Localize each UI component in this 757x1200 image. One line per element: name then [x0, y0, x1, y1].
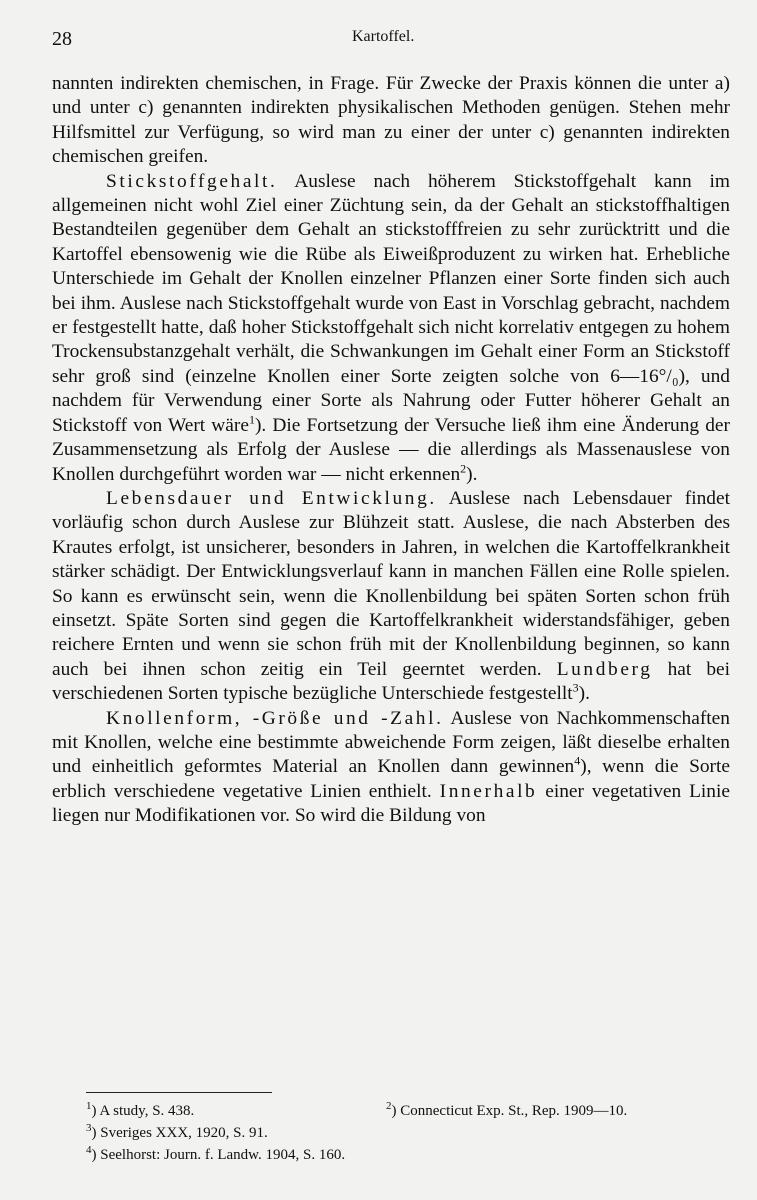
footnote-4 — [86, 1144, 345, 1166]
footnote-ref-4[interactable]: 4 — [574, 753, 581, 768]
paragraph-text: ), wenn die Sorte erblich verschiedene vegetative Linien enthielt. — [52, 756, 730, 802]
author-name: Lundberg — [556, 658, 653, 680]
footnote-ref-2[interactable]: 2 — [460, 461, 467, 476]
footnote-3 — [86, 1122, 268, 1144]
footnote-2 — [386, 1100, 627, 1122]
footnote-text: ) Seelhorst: Journ. f. Landw. 1904, S. 160. — [91, 1147, 346, 1163]
section-heading-lebensdauer: Lebensdauer und Entwicklung. — [106, 487, 437, 509]
footnote-row — [86, 1100, 736, 1122]
footnote-text: ) A study, S. 438. — [91, 1103, 195, 1119]
paragraph-text: einer vegetativen Linie liegen nur Modifikationen vor. So wird die Bildung von — [52, 780, 730, 827]
footnote-row — [86, 1144, 736, 1166]
body-text — [52, 72, 730, 829]
footnote-marker: 3 — [86, 1122, 92, 1134]
footnotes — [86, 1100, 736, 1166]
paragraph-text: Auslese von Nachkommenschaften mit Knollen, welche eine bestimmte abweichende Form zeigen, läßt dieselbe erhalten und einheitlich geformtes Material an Knollen dann gewinnen — [52, 707, 730, 778]
paragraph-stickstoffgehalt — [52, 170, 730, 487]
footnote-marker: 2 — [386, 1100, 392, 1112]
emphasis-word: Innerhalb — [439, 780, 538, 802]
page-number: 28 — [52, 28, 72, 50]
section-heading-stickstoffgehalt: Stickstoffgehalt. — [106, 170, 278, 192]
footnote-1 — [86, 1100, 194, 1122]
footnote-marker: 1 — [86, 1100, 92, 1112]
paragraph-text: Auslese nach Lebensdauer findet vorläufig schon durch Auslese zur Blühzeit statt. Auslese, die nach Absterben des Krautes erfolgt, ist unsicherer, besonders in Jahren, in welchen die Kartoffelkrankheit stärker schädigt. Der Entwicklungsverlauf kann in manchen Fällen eine Rolle spielen. So kann es erwünscht sein, wenn die Knollenbildung bei späten Sorten schon früh einsetzt. Späte Sorten sind gegen die Kartoffelkrankheit widerstandsfähiger, geben reichere Ernten und wenn sie schon früh mit der Knollenbildung beginnen, so kann auch bei ihnen schon zeitig ein Teil geerntet werden. — [52, 487, 731, 680]
page-header — [52, 28, 727, 58]
running-head: Kartoffel. — [352, 28, 415, 45]
footnote-row — [86, 1122, 736, 1144]
paragraph-lebensdauer — [52, 487, 730, 707]
footnote-ref-3[interactable]: 3 — [572, 680, 579, 695]
paragraph-text: ). — [466, 463, 478, 485]
footnote-text: ) Sveriges XXX, 1920, S. 91. — [91, 1125, 268, 1141]
footnote-marker: 4 — [86, 1144, 92, 1156]
footnote-divider — [86, 1092, 272, 1093]
footnote-ref-1[interactable]: 1 — [248, 412, 255, 427]
paragraph-text: hat bei verschiedenen Sorten typische bezügliche Unterschiede festgestellt — [52, 658, 731, 705]
paragraph-text: ). Die Fortsetzung der Versuche ließ ihm eine Änderung der Zusammensetzung als Erfolg der Auslese — die allerdings als Massenauslese von Knollen durchgeführt worden war — nicht erkennen — [52, 414, 730, 485]
paragraph-knollenform — [52, 707, 730, 829]
section-heading-knollenform: Knollenform, -Größe und -Zahl. — [106, 707, 444, 729]
paragraph-1 — [52, 72, 730, 170]
paragraph-text: nannten indirekten chemischen, in Frage. Für Zwecke der Praxis können die unter a) und unter c) genannten indirekten physikalischen Methoden genügen. Stehen mehr Hilfsmittel zur Verfügung, so wird man zu einer der unter c) genannten indirekten chemischen greifen. — [52, 73, 730, 168]
footnote-text: ) Connecticut Exp. St., Rep. 1909—10. — [391, 1103, 628, 1119]
paragraph-text: Auslese nach höherem Stickstoffgehalt kann im allgemeinen nicht wohl Ziel einer Züchtung sein, da der Gehalt an stickstoffhaltigen Bestandteilen gegenüber dem Gehalt an stickstofffreien zu sehr zurücktritt und die Kartoffel ebensowenig wie die Rübe als Eiweißproduzent zu wirken hat. Erhebliche Unterschiede im Gehalt der Knollen einzelner Pflanzen einer Sorte finden sich auch bei ihm. Auslese nach Stickstoffgehalt wurde von East in Vorschlag gebracht, nachdem er festgestellt hatte, daß hoher Stickstoffgehalt sich nicht korrelativ entgegen zu hohem Trockensubstanzgehalt verhält, die Schwankungen im Gehalt einer Form an Stickstoff sehr groß sind (einzelne Knollen einer Sorte zeigten solche von 6—16°/₀), und nachdem für Verwendung einer Sorte als Nahrung oder Futter höherer Gehalt an Stickstoff von Wert wäre — [52, 170, 730, 436]
paragraph-text: ). — [578, 683, 590, 705]
